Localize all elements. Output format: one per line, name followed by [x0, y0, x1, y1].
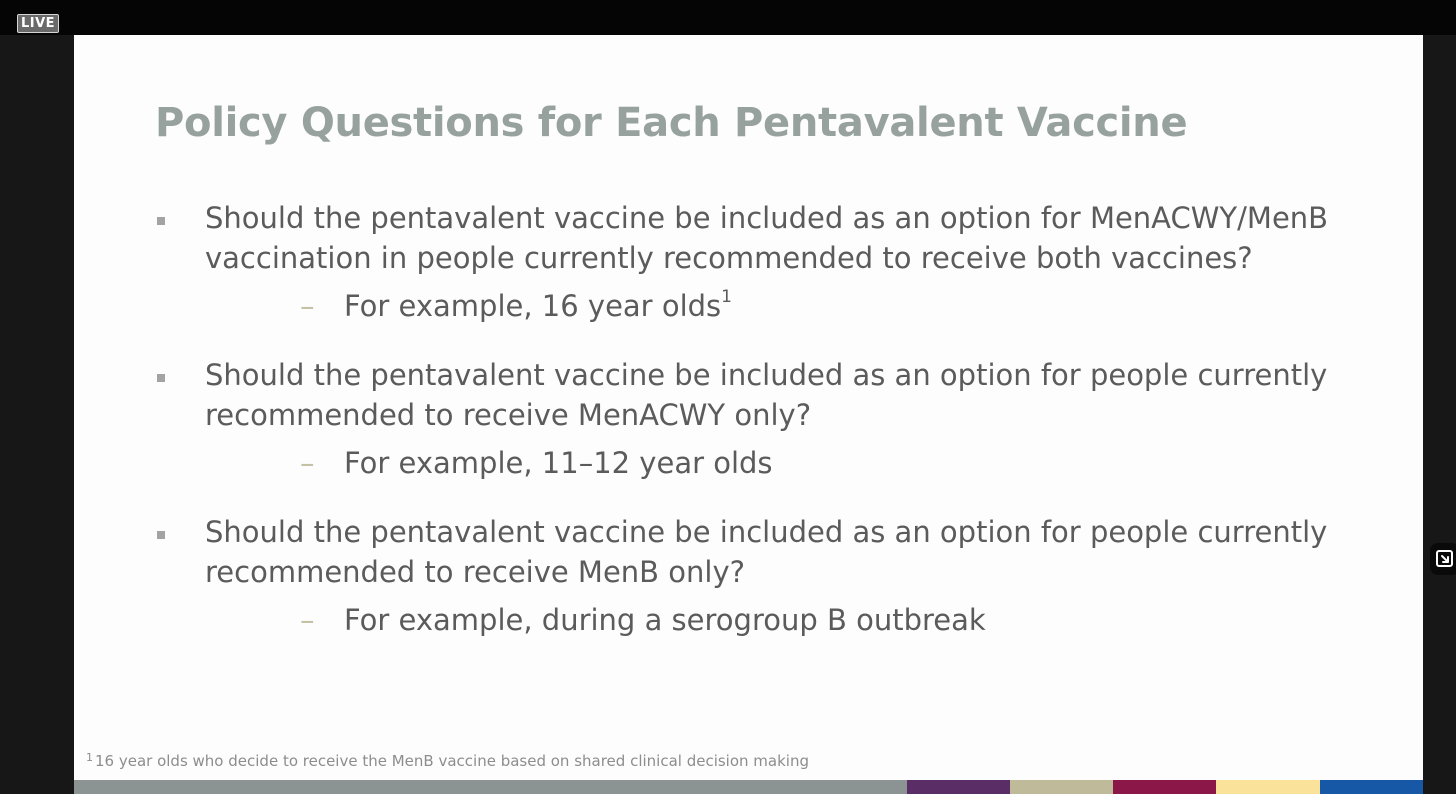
- sub-bullet-text: For example, 16 year olds$^1$: [344, 287, 732, 323]
- square-bullet-icon: [157, 217, 165, 225]
- sub-bullet-text: For example, 11–12 year olds: [344, 446, 773, 480]
- square-bullet-icon: [157, 531, 165, 539]
- slide-title: Policy Questions for Each Pentavalent Vaccine: [155, 100, 1188, 146]
- slide-footnote: $^1$ 16 year olds who decide to receive the MenB vaccine based on shared clinical decision making: [86, 751, 809, 770]
- player-top-bar: [0, 0, 1456, 35]
- bullet-text: Should the pentavalent vaccine be included as an option for MenACWY/MenB vaccination in people currently recommended to receive both vaccines?: [205, 201, 1329, 275]
- footnote-ref: 1: [721, 287, 732, 307]
- expand-arrow-icon: [1435, 549, 1455, 569]
- sub-bullet-text: For example, during a serogroup B outbreak: [344, 603, 986, 637]
- live-badge: LIVE: [17, 14, 59, 33]
- footer-segment: [1216, 780, 1320, 794]
- sub-bullet: [154, 443, 1334, 483]
- bullet-text: Should the pentavalent vaccine be included as an option for people currently recommended to receive MenACWY only?: [205, 358, 1328, 432]
- expand-button[interactable]: [1430, 543, 1456, 575]
- bullet-item: [154, 198, 1334, 326]
- square-bullet-icon: [157, 374, 165, 382]
- footer-segment: [74, 780, 907, 794]
- bullet-item: [154, 512, 1334, 640]
- sub-bullet: [154, 600, 1334, 640]
- bullet-text: Should the pentavalent vaccine be included as an option for people currently recommended to receive MenB only?: [205, 515, 1328, 589]
- dash-icon: –: [300, 446, 315, 480]
- dash-icon: –: [300, 289, 315, 323]
- footer-segment: [1010, 780, 1113, 794]
- presentation-slide: [74, 35, 1423, 794]
- footer-color-bar: [74, 780, 1423, 794]
- footer-segment: [1320, 780, 1423, 794]
- bullet-item: [154, 355, 1334, 483]
- footer-segment: [1113, 780, 1216, 794]
- sub-bullet: [154, 286, 1334, 326]
- dash-icon: –: [300, 603, 315, 637]
- footer-segment: [907, 780, 1010, 794]
- footnote-marker: 1: [86, 751, 93, 764]
- bullet-list: [154, 198, 1334, 669]
